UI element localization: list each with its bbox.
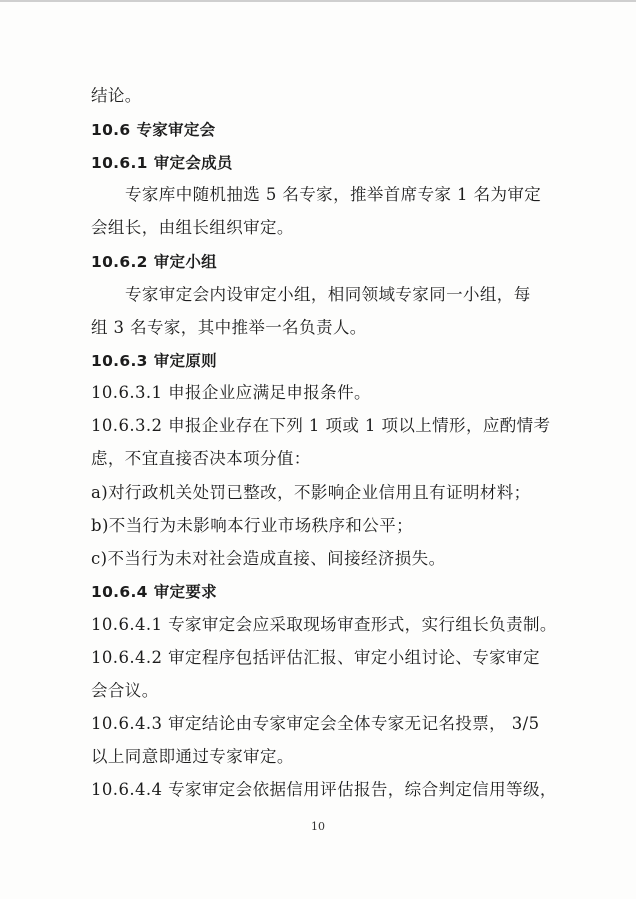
list-item-b: b)不当行为未影响本行业市场秩序和公平； [91,516,413,535]
paragraph-line: 组 3 名专家，其中推举一名负责人。 [91,318,367,337]
heading-number: 10.6.2 [91,253,148,271]
list-item-a: a)对行政机关处罚已整改，不影响企业信用且有证明材料； [91,483,531,502]
clause-10-6-4-1: 10.6.4.1 专家审定会应采取现场审查形式，实行组长负责制。 [91,615,557,634]
heading-title: 审定小组 [153,253,217,271]
paragraph-line: 以上同意即通过专家审定。 [91,747,294,766]
heading-title: 专家审定会 [136,121,216,139]
section-heading-10-6-2 [91,250,217,274]
paragraph-line: 专家库中随机抽选 5 名专家，推举首席专家 1 名为审定 [125,185,542,204]
clause-10-6-3-1: 10.6.3.1 申报企业应满足申报条件。 [91,383,371,402]
section-heading-10-6 [91,118,215,142]
page-number: 10 [311,820,325,833]
section-heading-10-6-4 [91,580,217,604]
heading-title: 审定会成员 [153,154,233,172]
list-item-c: c)不当行为未对社会造成直接、间接经济损失。 [91,549,446,568]
clause-10-6-4-2: 10.6.4.2 审定程序包括评估汇报、审定小组讨论、专家审定 [91,648,540,667]
section-heading-10-6-1 [91,151,233,175]
heading-number: 10.6 [91,121,131,139]
heading-title: 审定要求 [153,583,217,601]
section-heading-10-6-3 [91,349,217,373]
paragraph-line: 会合议。 [91,681,159,700]
heading-number: 10.6.1 [91,154,148,172]
paragraph-line: 专家审定会内设审定小组，相同领域专家同一小组，每 [125,285,531,304]
paragraph-line: 会组长，由组长组织审定。 [91,218,294,237]
clause-10-6-4-3: 10.6.4.3 审定结论由专家审定会全体专家无记名投票， 3/5 [91,714,540,733]
clause-10-6-4-4: 10.6.4.4 专家审定会依据信用评估报告，综合判定信用等级， [91,780,557,799]
heading-number: 10.6.4 [91,583,148,601]
heading-title: 审定原则 [153,352,217,370]
paragraph-line: 虑，不宜直接否决本项分值： [91,449,311,468]
heading-number: 10.6.3 [91,352,148,370]
clause-10-6-3-2: 10.6.3.2 申报企业存在下列 1 项或 1 项以上情形，应酌情考 [91,416,551,435]
text-line-conclusion: 结论。 [91,86,142,105]
scan-edge [0,0,636,2]
